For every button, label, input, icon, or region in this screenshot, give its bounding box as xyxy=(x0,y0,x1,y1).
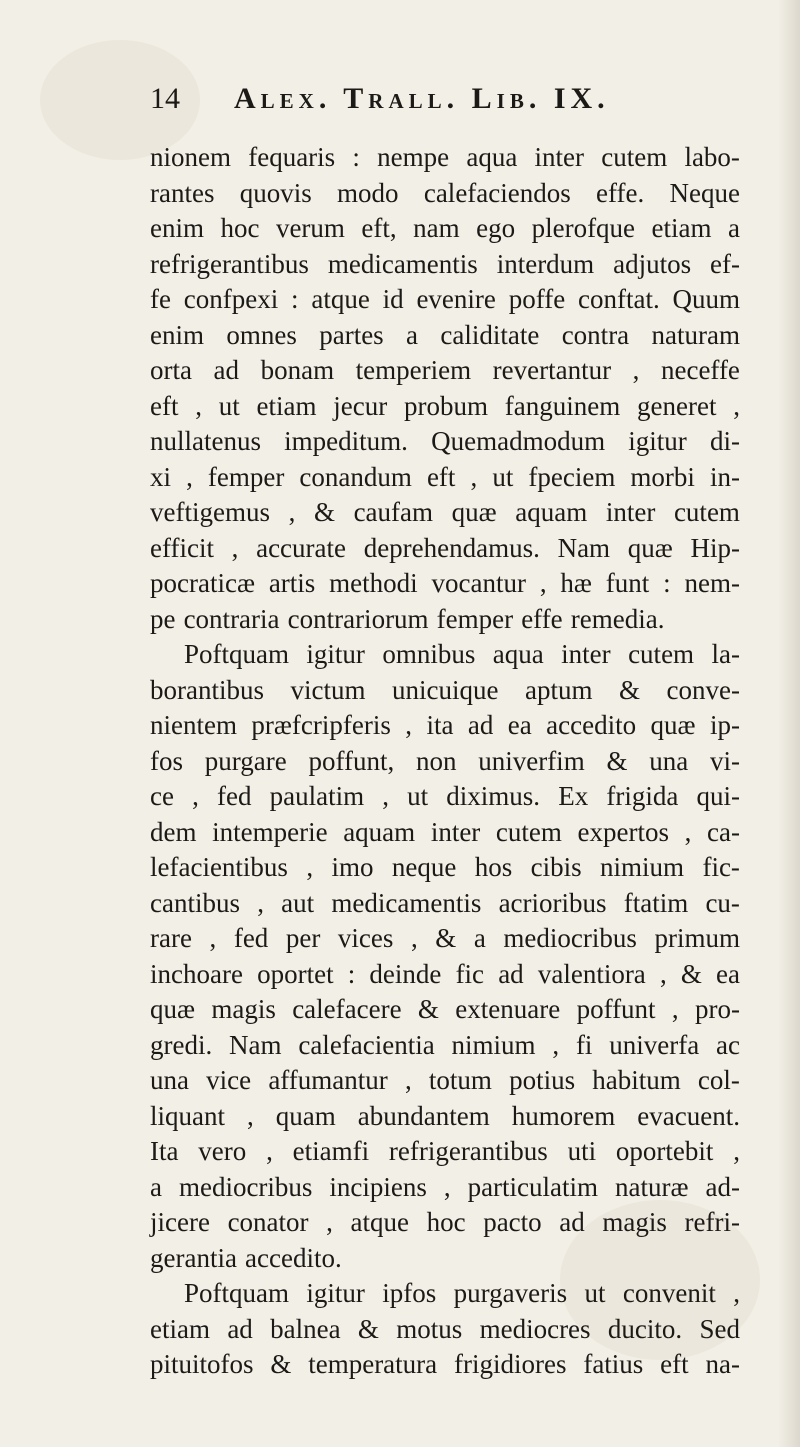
text-line: Poftquam igitur ipfos purgaveris ut convenit , xyxy=(184,1278,740,1308)
text-line: eft , ut etiam jecur probum fanguinem generet , xyxy=(150,390,740,421)
text-line: etiam ad balnea & motus mediocres ducito. Sed xyxy=(150,1313,740,1344)
text-line: cantibus , aut medicamentis acrioribus ftatim cu- xyxy=(150,887,740,918)
text-line: nionem fequaris : nempe aqua inter cutem labo- xyxy=(150,142,740,172)
text-line: jicere conator , atque hoc pacto ad magis refri- xyxy=(150,1207,740,1237)
text-line: enim hoc verum eft, nam ego plerofque etiam a xyxy=(150,213,740,243)
text-line: pe contraria contrariorum femper effe remedia. xyxy=(150,603,665,634)
text-line: gredi. Nam calefacientia nimium , fi univerfa ac xyxy=(150,1029,740,1060)
running-head xyxy=(150,82,710,122)
text-line: lefacientibus , imo neque hos cibis nimium fic- xyxy=(150,852,740,882)
text-line: Poftquam igitur omnibus aqua inter cutem la- xyxy=(184,639,740,669)
text-line: fe confpexi : atque id evenire poffe conftat. Quum xyxy=(150,284,740,314)
text-line: quæ magis calefacere & extenuare poffunt , pro- xyxy=(150,994,740,1024)
running-title: Alex. Trall. Lib. IX. xyxy=(234,82,610,115)
text-line: orta ad bonam temperiem revertantur , neceffe xyxy=(150,355,740,385)
text-line: nientem præfcripferis , ita ad ea accedito quæ ip- xyxy=(150,710,740,740)
text-line: gerantia accedito. xyxy=(150,1242,342,1273)
text-line: liquant , quam abundantem humorem evacuent. xyxy=(150,1100,740,1131)
page-number: 14 xyxy=(150,82,180,115)
text-line: una vice affumantur , totum potius habitum col- xyxy=(150,1065,740,1095)
text-line: nullatenus impeditum. Quemadmodum igitur di- xyxy=(150,426,740,456)
text-line: enim omnes partes a caliditate contra naturam xyxy=(150,319,740,350)
text-line: refrigerantibus medicamentis interdum adjutos ef- xyxy=(150,248,740,279)
text-line: a mediocribus incipiens , particulatim naturæ ad- xyxy=(150,1171,740,1202)
text-line: veftigemus , & caufam quæ aquam inter cutem xyxy=(150,497,740,527)
page-edge-shadow xyxy=(778,0,800,1447)
text-line: pituitofos & temperatura frigidiores fatius eft na- xyxy=(150,1349,740,1379)
text-line: pocraticæ artis methodi vocantur , hæ funt : nem- xyxy=(150,568,740,598)
text-line: fos purgare poffunt, non univerfim & una vi- xyxy=(150,745,740,776)
text-line: rantes quovis modo calefaciendos effe. Neque xyxy=(150,177,740,208)
text-line: rare , fed per vices , & a mediocribus primum xyxy=(150,923,740,953)
text-line: borantibus victum unicuique aptum & conve- xyxy=(150,674,740,705)
text-line: efficit , accurate deprehendamus. Nam quæ Hip- xyxy=(150,532,740,563)
text-line: dem intemperie aquam inter cutem expertos , ca- xyxy=(150,816,740,847)
text-line: inchoare oportet : deinde fic ad valentiora , & ea xyxy=(150,958,740,989)
text-line: ce , fed paulatim , ut diximus. Ex frigida qui- xyxy=(150,781,740,811)
text-line: Ita vero , etiamfi refrigerantibus uti oportebit , xyxy=(150,1136,740,1166)
text-line: xi , femper conandum eft , ut fpeciem morbi in- xyxy=(150,461,740,492)
body-text xyxy=(150,140,740,1383)
